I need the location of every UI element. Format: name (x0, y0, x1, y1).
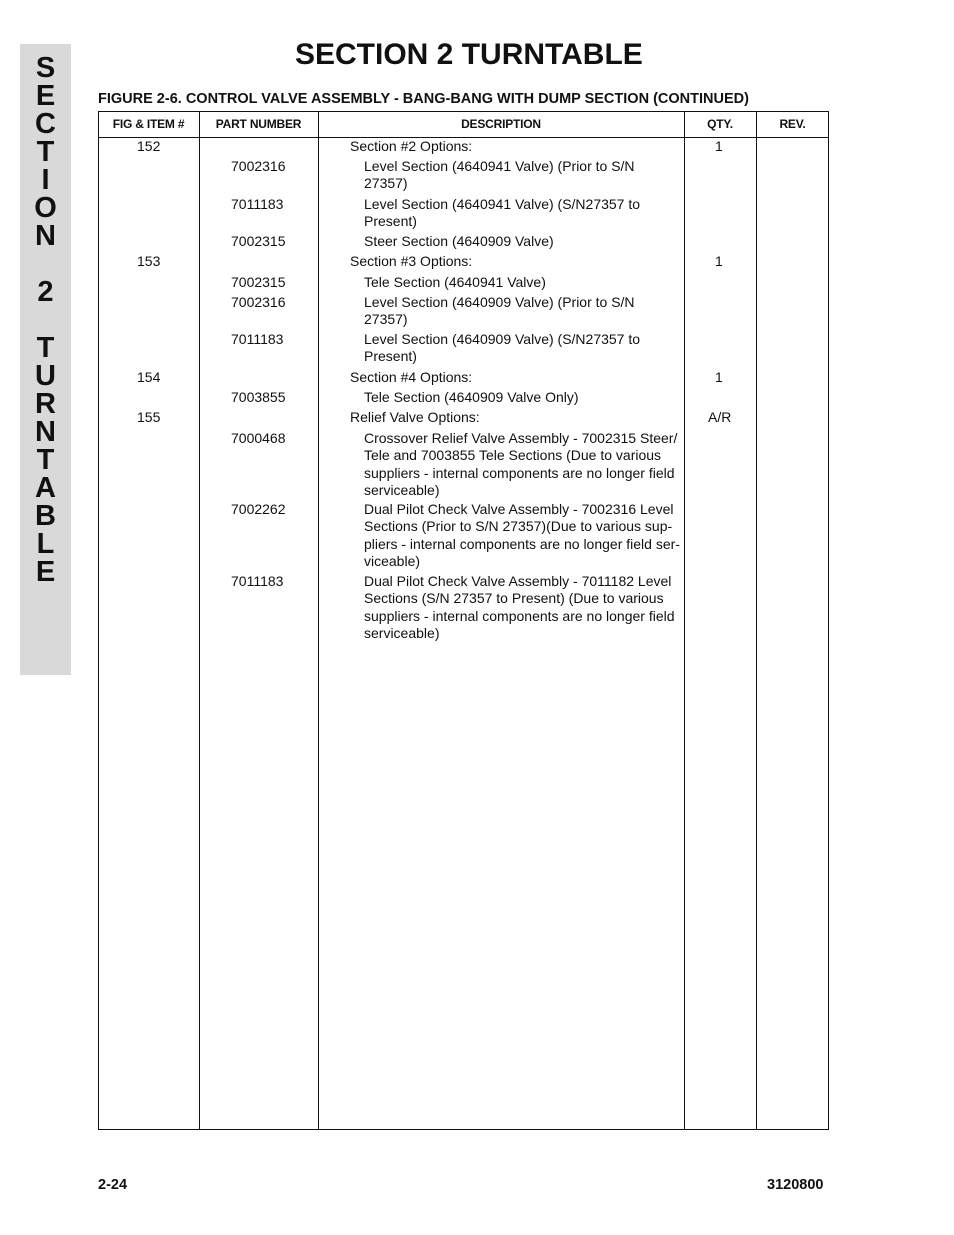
side-tab-letter: O (34, 192, 57, 224)
row-qty: 1 (715, 253, 723, 269)
row-part-number: 7002262 (231, 501, 286, 517)
row-description: Level Section (4640941 Valve) (S/N27357 to Present) (364, 196, 641, 230)
row-description: Tele Section (4640909 Valve Only) (364, 389, 579, 405)
side-tab-letter: N (35, 416, 56, 448)
row-description: Level Section (4640909 Valve) (Prior to S/N 27357) (364, 294, 635, 328)
row-part-number: 7011183 (231, 573, 284, 589)
section-side-tab (20, 44, 71, 675)
side-tab-letter: C (35, 108, 56, 140)
row-qty: 1 (715, 369, 723, 385)
row-qty: 1 (715, 138, 723, 154)
column-divider (199, 111, 200, 1130)
row-description: Section #2 Options: (350, 138, 473, 154)
section-title: SECTION 2 TURNTABLE (295, 38, 643, 71)
row-part-number: 7002315 (231, 274, 286, 290)
header-fig-item: FIG & ITEM # (112, 117, 185, 131)
document-number: 3120800 (767, 1177, 824, 1193)
row-item-number: 155 (137, 409, 161, 425)
row-item-number: 154 (137, 369, 161, 385)
side-tab-letter: L (36, 528, 55, 560)
row-description: Level Section (4640909 Valve) (S/N27357 to Present) (364, 331, 641, 365)
side-tab-letter: R (35, 388, 56, 420)
side-tab-letter: N (35, 220, 56, 252)
row-part-number: 7002316 (231, 158, 286, 174)
side-tab-letter: S (35, 52, 56, 84)
header-part-number: PART NUMBER (215, 117, 302, 131)
row-item-number: 153 (137, 253, 161, 269)
side-tab-letter: B (35, 500, 56, 532)
row-description: Section #3 Options: (350, 253, 473, 269)
side-tab-letter: T (36, 444, 55, 476)
side-tab-letter: T (36, 136, 55, 168)
row-part-number: 7002315 (231, 233, 286, 249)
header-description: DESCRIPTION (461, 117, 541, 131)
side-tab-letter: E (35, 556, 56, 588)
row-part-number: 7003855 (231, 389, 286, 405)
page-number: 2-24 (98, 1177, 128, 1193)
row-part-number: 7000468 (231, 430, 286, 446)
side-tab-letter: 2 (37, 276, 54, 308)
row-part-number: 7011183 (231, 196, 284, 212)
row-item-number: 152 (137, 138, 161, 154)
row-qty: A/R (708, 409, 732, 425)
column-divider (756, 111, 757, 1130)
row-description: Section #4 Options: (350, 369, 473, 385)
side-tab-letter: E (35, 80, 56, 112)
header-qty: QTY. (707, 117, 733, 131)
side-tab-letter: I (41, 164, 50, 196)
row-description: Crossover Relief Valve Assembly - 7002315 Steer/ Tele and 7003855 Tele Sections (Due to various suppliers - internal components are no longer field serviceable) (364, 430, 678, 498)
row-description: Steer Section (4640909 Valve) (364, 233, 554, 249)
row-description: Tele Section (4640941 Valve) (364, 274, 546, 290)
side-tab-letter: U (35, 360, 56, 392)
row-part-number: 7011183 (231, 331, 284, 347)
row-description: Relief Valve Options: (350, 409, 480, 425)
row-description: Dual Pilot Check Valve Assembly - 7011182 Level Sections (S/N 27357 to Present) (Due to various suppliers - internal components are no longer field serviceable) (364, 573, 675, 641)
header-rev: REV. (779, 117, 806, 131)
side-tab-letter: A (35, 472, 56, 504)
row-description: Dual Pilot Check Valve Assembly - 7002316 Level Sections (Prior to S/N 27357)(Due to various sup- pliers - internal components are no longer field ser- viceable) (364, 501, 680, 569)
row-part-number: 7002316 (231, 294, 286, 310)
row-description: Level Section (4640941 Valve) (Prior to S/N 27357) (364, 158, 635, 192)
column-divider (318, 111, 319, 1130)
figure-title: FIGURE 2-6. CONTROL VALVE ASSEMBLY - BANG-BANG WITH DUMP SECTION (CONTINUED) (98, 91, 749, 107)
column-divider (684, 111, 685, 1130)
side-tab-letter: T (36, 332, 55, 364)
